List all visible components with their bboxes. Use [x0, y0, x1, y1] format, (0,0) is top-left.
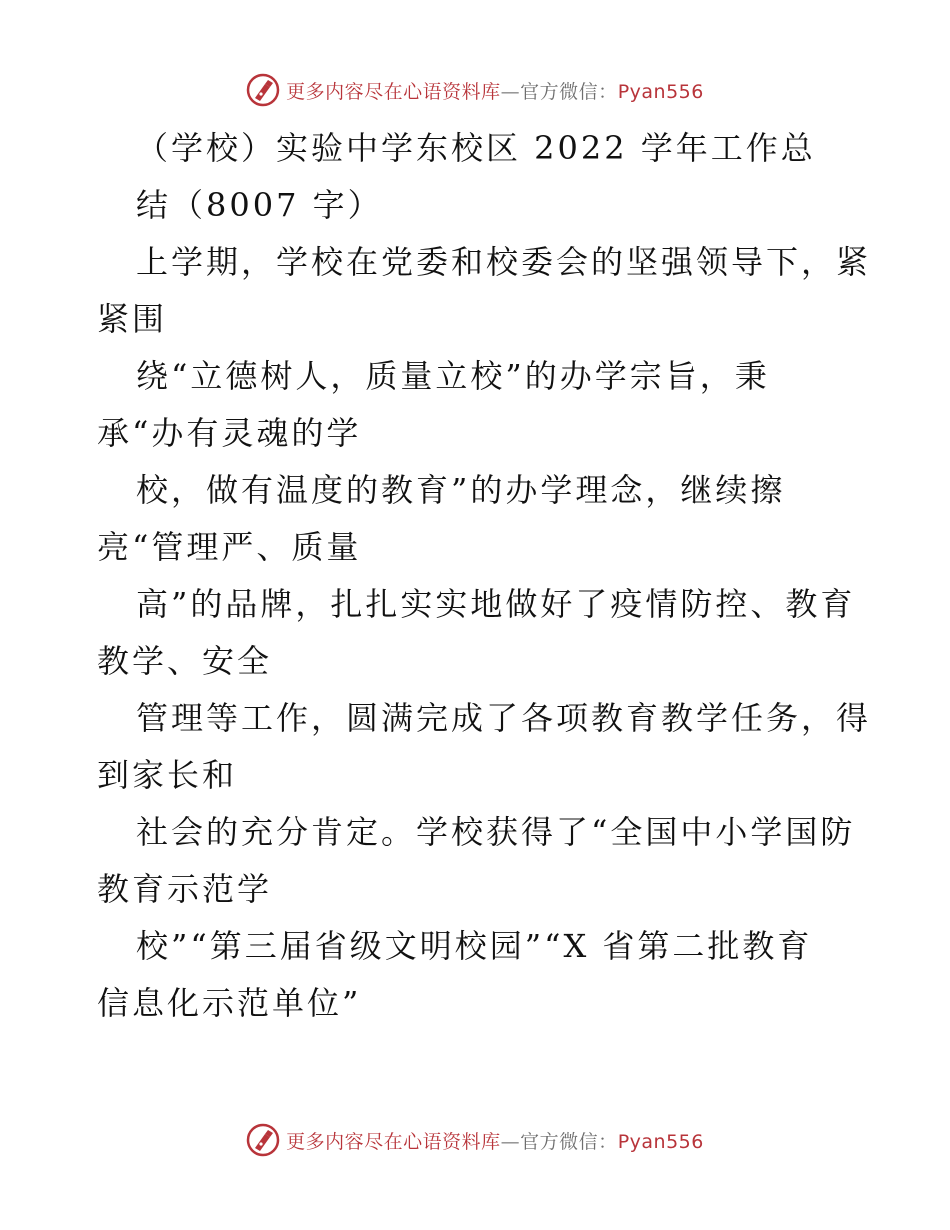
- doc-paragraph-line: 教育示范学: [97, 870, 273, 908]
- doc-paragraph-line: 绕“立德树人，质量立校”的办学宗旨，秉: [136, 357, 770, 395]
- doc-paragraph-line: 信息化示范单位”: [97, 984, 362, 1022]
- pen-nib-logo-icon: [246, 73, 280, 107]
- doc-paragraph-line: 到家长和: [97, 756, 238, 794]
- doc-paragraph-line: 校，做有温度的教育”的办学理念，继续擦: [136, 471, 786, 509]
- watermark-main-text: 更多内容尽在心语资料库: [286, 1130, 501, 1153]
- watermark-main-text: 更多内容尽在心语资料库: [286, 80, 501, 103]
- watermark-separator: —: [500, 80, 521, 103]
- watermark-account: Pyan556: [617, 80, 704, 103]
- footer-watermark: [0, 1120, 950, 1160]
- watermark-separator: —: [500, 1130, 521, 1153]
- doc-paragraph-line: 教学、安全: [97, 642, 273, 680]
- watermark-text: [286, 1127, 704, 1154]
- watermark-text: [286, 77, 704, 104]
- watermark-label: 官方微信：: [520, 80, 618, 103]
- doc-paragraph-line: 紧围: [97, 300, 168, 338]
- header-watermark: [0, 70, 950, 110]
- watermark-account: Pyan556: [617, 1130, 704, 1153]
- doc-paragraph-line: 高”的品牌，扎扎实实地做好了疫情防控、教育: [136, 585, 856, 623]
- pen-nib-logo-icon: [246, 1123, 280, 1157]
- doc-paragraph-line: 社会的充分肯定。学校获得了“全国中小学国防: [136, 813, 856, 851]
- doc-paragraph-line: 承“办有灵魂的学: [97, 414, 362, 452]
- doc-paragraph-line: 校”“第三届省级文明校园”“X 省第二批教育: [136, 927, 813, 965]
- watermark-label: 官方微信：: [520, 1130, 618, 1153]
- doc-paragraph-line: 上学期，学校在党委和校委会的坚强领导下，紧: [136, 243, 872, 281]
- doc-title-line-1: （学校）实验中学东校区 2022 学年工作总: [136, 129, 816, 167]
- doc-title-line-2: 结（8007 字）: [136, 186, 383, 224]
- doc-paragraph-line: 亮“管理严、质量: [97, 528, 362, 566]
- doc-paragraph-line: 管理等工作，圆满完成了各项教育教学任务，得: [136, 699, 872, 737]
